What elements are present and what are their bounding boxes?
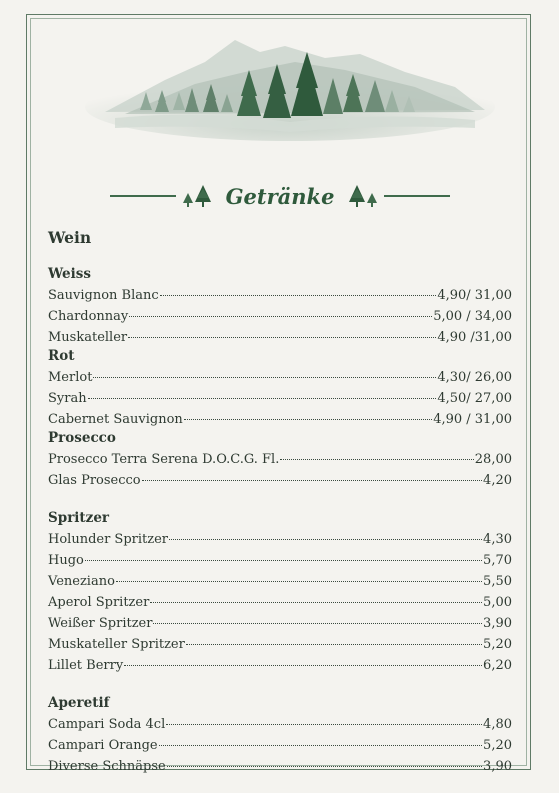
- menu-item-price: 4,80: [483, 717, 512, 732]
- menu-item-price: 4,90/ 31,00: [437, 288, 512, 303]
- menu-item: [48, 654, 512, 675]
- menu-item-name: Muskateller: [48, 330, 128, 345]
- dot-leader: [280, 445, 473, 460]
- dot-leader: [129, 302, 432, 317]
- menu-content: [48, 226, 512, 776]
- menu-item-price: 6,20: [483, 658, 512, 673]
- menu-item-price: 5,00: [483, 595, 512, 610]
- menu-item-price: 4,20: [483, 473, 512, 488]
- dot-leader: [150, 588, 482, 603]
- menu-item-price: 3,90: [483, 616, 512, 631]
- menu-item-name: Muskateller Spritzer: [48, 637, 185, 652]
- dot-leader: [124, 651, 482, 666]
- forest-illustration: [85, 32, 495, 142]
- menu-item-price: 5,20: [483, 637, 512, 652]
- dot-leader: [153, 609, 482, 624]
- menu-item-name: Aperol Spritzer: [48, 595, 150, 610]
- menu-item-price: 4,30/ 26,00: [437, 370, 512, 385]
- dot-leader: [160, 281, 437, 296]
- menu-item-price: 3,90: [483, 759, 512, 774]
- page-title: Getränke: [225, 183, 335, 209]
- section-title: Wein: [48, 228, 92, 247]
- menu-item-name: Lillet Berry: [48, 658, 124, 673]
- menu-item-price: 4,90 /31,00: [437, 330, 512, 345]
- menu-item-name: Cabernet Sauvignon: [48, 412, 183, 427]
- tree-icon-left: [182, 185, 212, 207]
- dot-leader: [186, 630, 482, 645]
- menu-item-name: Chardonnay: [48, 309, 129, 324]
- dot-leader: [167, 752, 482, 767]
- group-spacer: [48, 490, 512, 509]
- menu-item-name: Holunder Spritzer: [48, 532, 169, 547]
- dot-leader: [85, 546, 482, 561]
- title-row: [110, 178, 450, 214]
- dot-leader: [166, 710, 482, 725]
- menu-item-price: 5,00 / 34,00: [433, 309, 512, 324]
- menu-item-name: Glas Prosecco: [48, 473, 141, 488]
- dot-leader: [128, 323, 436, 338]
- dot-leader: [142, 466, 482, 481]
- dot-leader: [159, 731, 482, 746]
- menu-item-name: Campari Soda 4cl: [48, 717, 166, 732]
- menu-item-name: Campari Orange: [48, 738, 158, 753]
- menu-item: [48, 755, 512, 776]
- menu-item-price: 5,70: [483, 553, 512, 568]
- dot-leader: [116, 567, 482, 582]
- menu-item-price: 4,50/ 27,00: [437, 391, 512, 406]
- group-spacer: [48, 675, 512, 694]
- menu-item-name: Diverse Schnäpse: [48, 759, 166, 774]
- group-title: Spritzer: [48, 510, 110, 526]
- menu-item-name: Prosecco Terra Serena D.O.C.G. Fl.: [48, 452, 280, 467]
- menu-item-name: Syrah: [48, 391, 87, 406]
- menu-item-name: Hugo: [48, 553, 84, 568]
- menu-item-name: Weißer Spritzer: [48, 616, 153, 631]
- menu-item-price: 4,90 / 31,00: [433, 412, 512, 427]
- dot-leader: [184, 405, 432, 420]
- menu-item: [48, 326, 512, 347]
- dot-leader: [169, 525, 482, 540]
- group-title: Aperetif: [48, 695, 110, 711]
- group-title: Prosecco: [48, 430, 116, 446]
- tree-icon-right: [348, 185, 378, 207]
- title-divider-left: [110, 195, 176, 196]
- menu-item: [48, 408, 512, 429]
- dot-leader: [88, 384, 437, 399]
- group-title: Rot: [48, 348, 75, 364]
- menu-item-name: Merlot: [48, 370, 93, 385]
- title-divider-right: [384, 195, 450, 196]
- menu-item-price: 5,50: [483, 574, 512, 589]
- menu-item-name: Veneziano: [48, 574, 115, 589]
- dot-leader: [93, 363, 436, 378]
- menu-item-price: 28,00: [474, 452, 512, 467]
- menu-groups: [48, 265, 512, 776]
- menu-item-name: Sauvignon Blanc: [48, 288, 159, 303]
- menu-item-price: 4,30: [483, 532, 512, 547]
- menu-item-price: 5,20: [483, 738, 512, 753]
- menu-item: [48, 469, 512, 490]
- group-title: Weiss: [48, 266, 91, 282]
